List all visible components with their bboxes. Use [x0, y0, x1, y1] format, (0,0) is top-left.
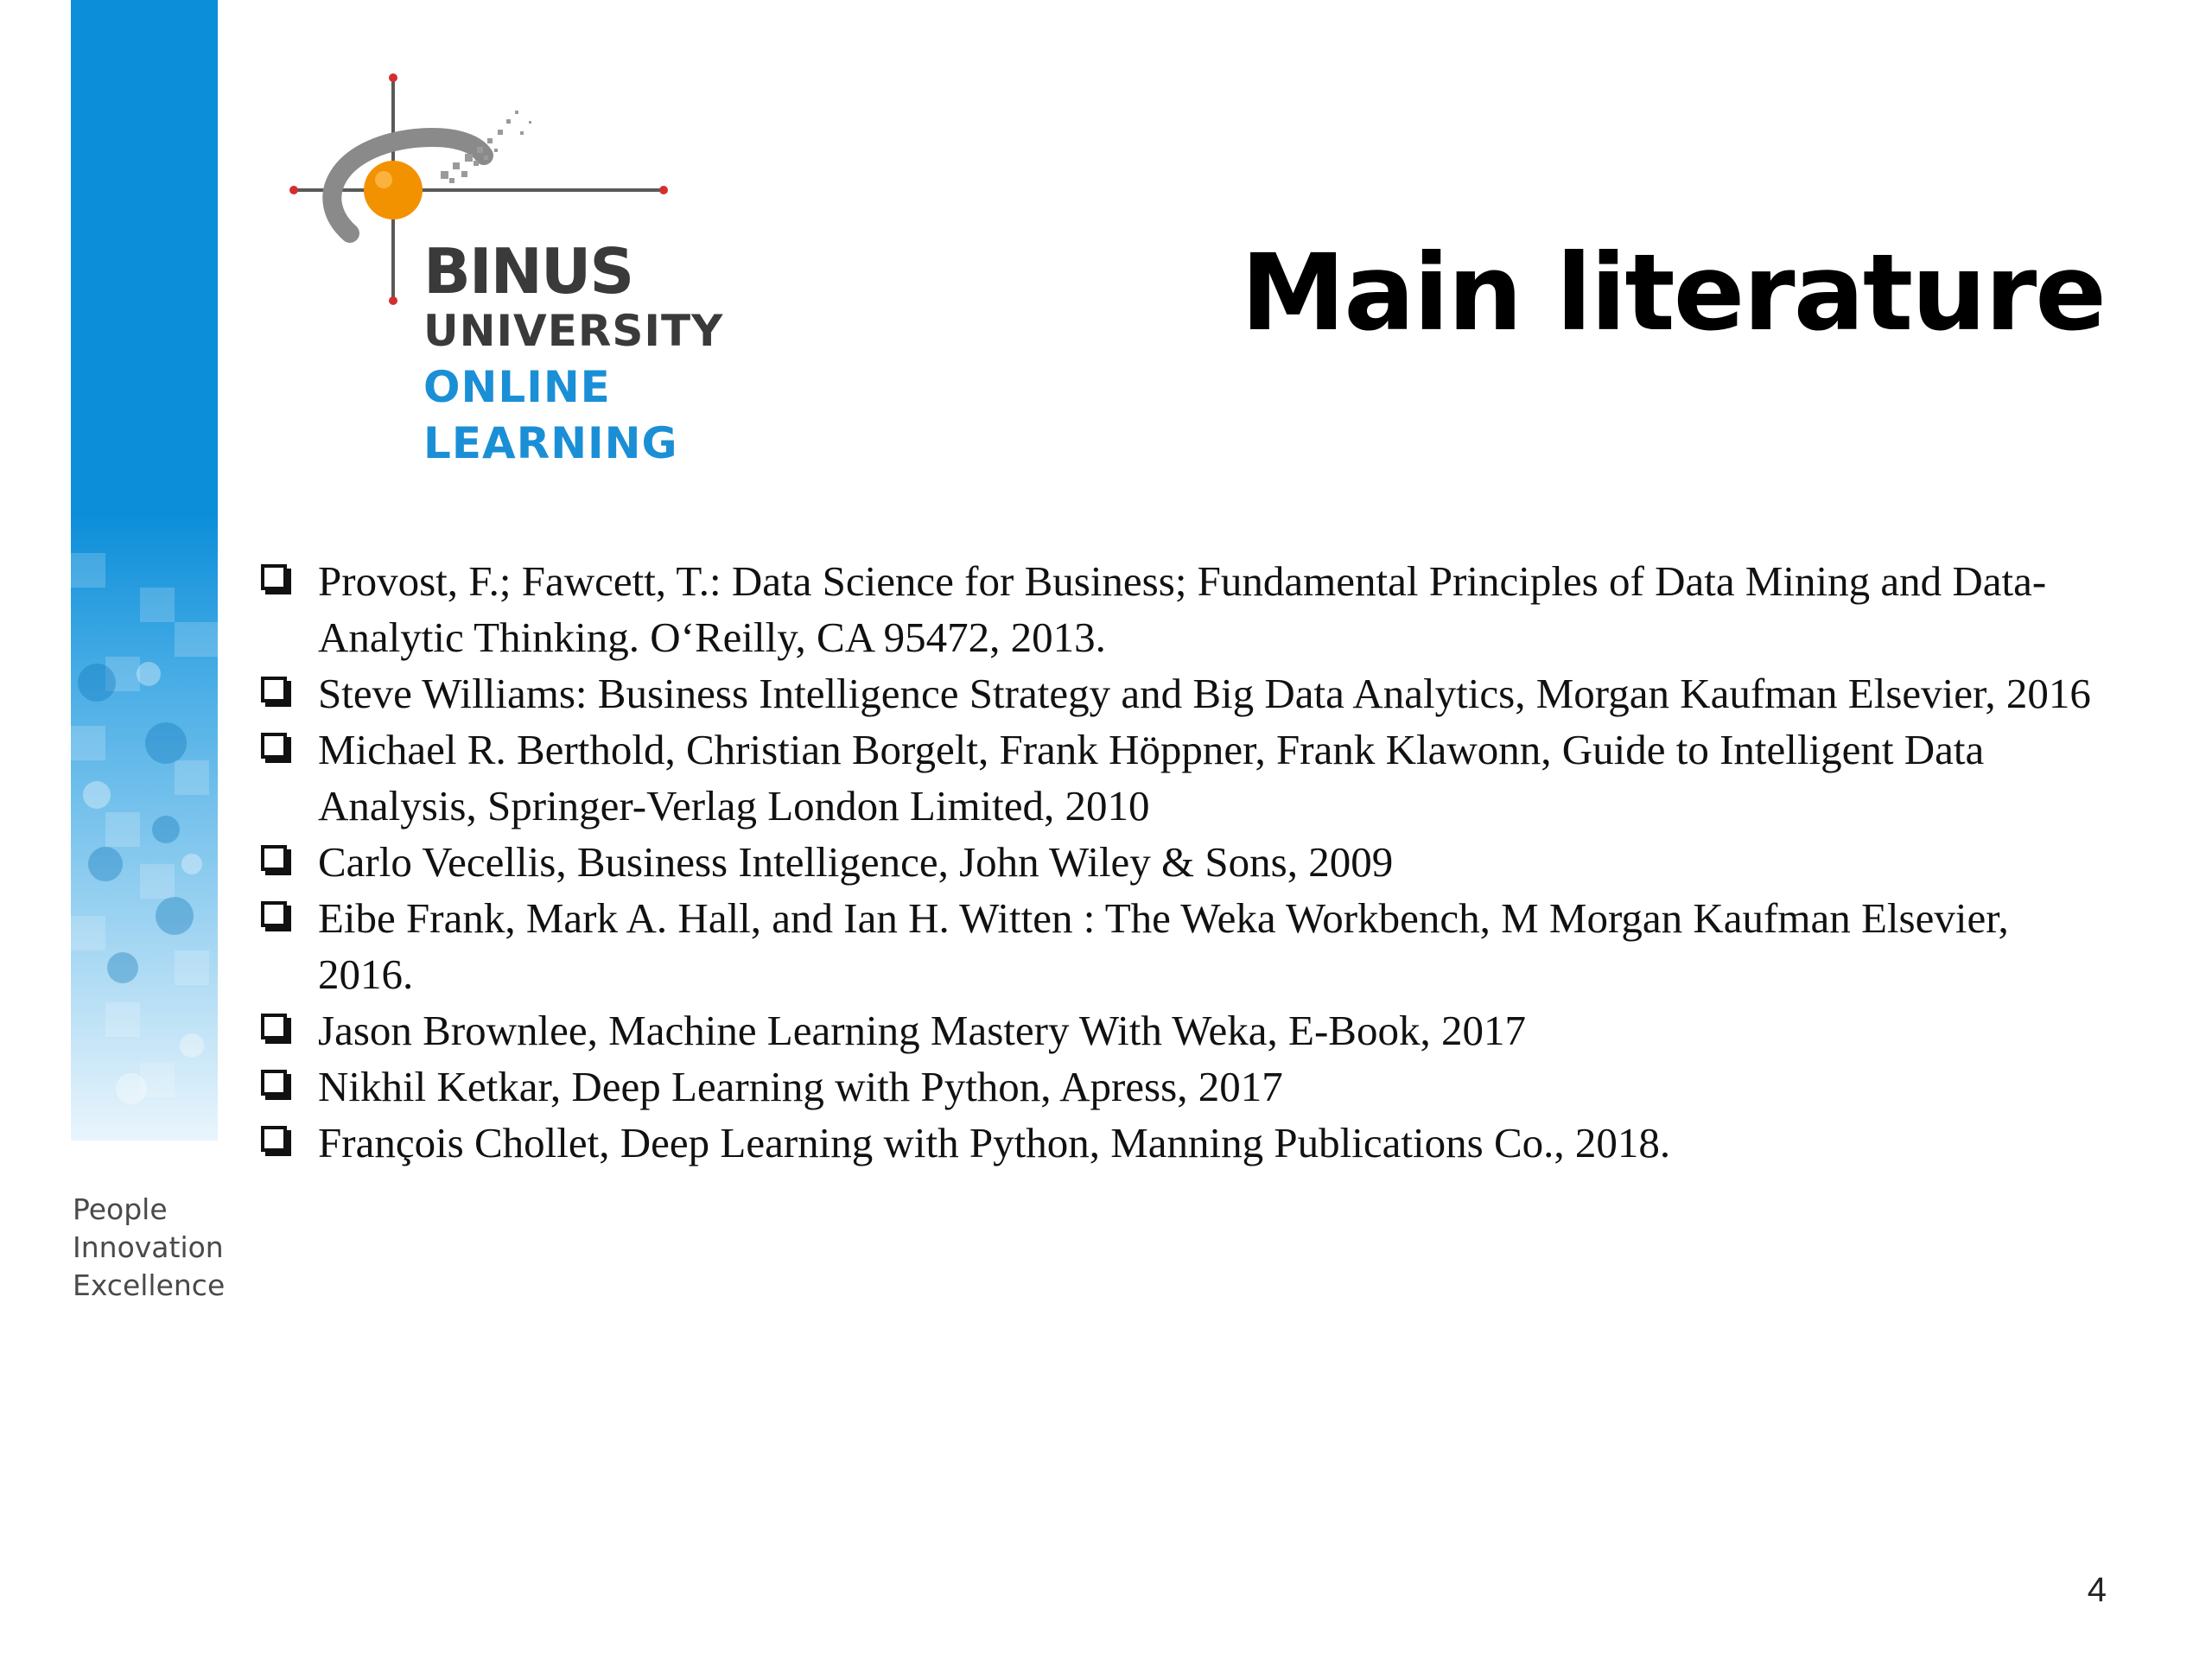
reference-item [259, 1058, 2108, 1115]
reference-item [259, 721, 2108, 834]
reference-list [259, 553, 2108, 1171]
checkbox-bullet-icon [261, 677, 287, 702]
side-band-decoration [71, 0, 218, 1141]
checkbox-bullet-icon [261, 1126, 287, 1152]
reference-item [259, 1115, 2108, 1171]
checkbox-bullet-icon [261, 564, 287, 590]
slide-title: Main literature [1240, 232, 2105, 354]
checkbox-bullet-icon [261, 733, 287, 759]
reference-item [259, 553, 2108, 665]
page-number: 4 [2087, 1571, 2107, 1609]
reference-text: Michael R. Berthold, Christian Borgelt, Frank Höppner, Frank Klawonn, Guide to Intelligent Data Analysis, Springer-Verlag London Limited, 2010 [318, 726, 1985, 830]
tagline-innovation: Innovation [73, 1230, 224, 1264]
reference-text: François Chollet, Deep Learning with Python, Manning Publications Co., 2018. [318, 1119, 1671, 1166]
reference-text: Carlo Vecellis, Business Intelligence, John Wiley & Sons, 2009 [318, 838, 1394, 886]
reference-item [259, 890, 2108, 1002]
reference-item [259, 665, 2108, 721]
checkbox-bullet-icon [261, 1014, 287, 1039]
logo-learning-text: LEARNING [423, 418, 678, 468]
reference-text: Eibe Frank, Mark A. Hall, and Ian H. Witten : The Weka Workbench, M Morgan Kaufman Elsevier, 2016. [318, 894, 2009, 998]
reference-text: Provost, F.; Fawcett, T.: Data Science for Business; Fundamental Principles of Data Mining and Data- Analytic Thinking. O‘Reilly, CA 95472, 2013. [318, 557, 2047, 661]
reference-text: Steve Williams: Business Intelligence Strategy and Big Data Analytics, Morgan Kaufman Elsevier, 2016 [318, 670, 2091, 717]
reference-item [259, 1002, 2108, 1058]
reference-item [259, 834, 2108, 890]
tagline-excellence: Excellence [73, 1268, 226, 1302]
reference-text: Jason Brownlee, Machine Learning Mastery With Weka, E-Book, 2017 [318, 1007, 1526, 1054]
checkbox-bullet-icon [261, 1070, 287, 1096]
tagline-people: People [73, 1192, 168, 1226]
checkbox-bullet-icon [261, 845, 287, 871]
logo-binus-text: BINUS [423, 235, 633, 308]
binus-logo [276, 69, 726, 475]
tagline [73, 1191, 225, 1305]
checkbox-bullet-icon [261, 901, 287, 927]
logo-online-text: ONLINE [423, 362, 611, 412]
reference-text: Nikhil Ketkar, Deep Learning with Python, Apress, 2017 [318, 1063, 1283, 1110]
logo-university-text: UNIVERSITY [423, 306, 724, 356]
